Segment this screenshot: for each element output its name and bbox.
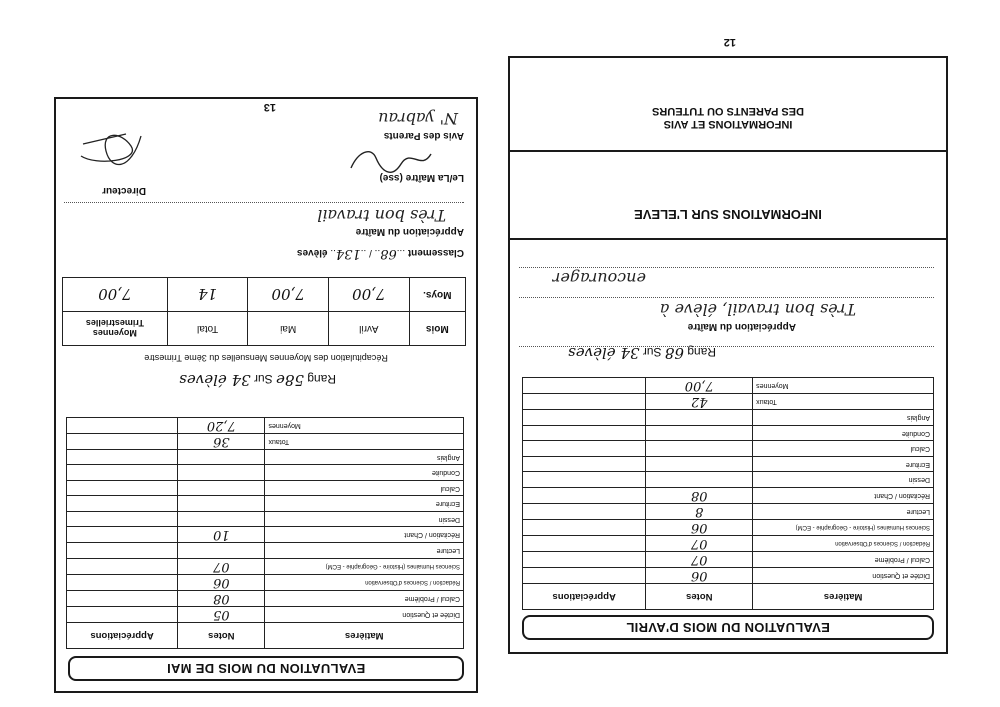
subject-name: Ecriture bbox=[265, 496, 464, 512]
appreciation-value-mai: Très bon travail bbox=[317, 206, 446, 225]
table-row bbox=[523, 472, 934, 488]
recap-table bbox=[62, 277, 466, 346]
subject-appreciation bbox=[67, 496, 178, 512]
subject-note bbox=[178, 481, 265, 497]
table-row bbox=[523, 457, 934, 473]
table-row bbox=[67, 512, 464, 528]
subject-appreciation bbox=[67, 481, 178, 497]
recap-value-avril: 7,00 bbox=[329, 278, 410, 312]
subject-note bbox=[178, 496, 265, 512]
classement-line: Classement ...68.. / ..134.. élèves bbox=[296, 246, 464, 261]
subject-name: Sciences Humaines (Histoire - Géographie - ECM) bbox=[265, 559, 464, 575]
recap-header-avril: Avril bbox=[329, 312, 410, 346]
subject-appreciation bbox=[67, 527, 178, 543]
recap-header-row bbox=[63, 312, 466, 346]
subject-appreciation bbox=[523, 472, 646, 488]
subject-note: 06 bbox=[646, 520, 753, 536]
page-title-mai: EVALUATION DU MOIS DE MAI bbox=[68, 656, 464, 681]
header-matieres: Matières bbox=[753, 584, 934, 610]
subject-name: Calcul / Problème bbox=[753, 552, 934, 568]
subject-note: 07 bbox=[178, 559, 265, 575]
header-appreciations: Appréciations bbox=[67, 623, 178, 649]
directeur-label: Directeur bbox=[102, 185, 146, 196]
subject-appreciation bbox=[67, 418, 178, 434]
page-title-avril: EVALUATION DU MOIS D'AVRIL bbox=[522, 615, 934, 640]
parents-label: Avis des Parents bbox=[383, 130, 464, 141]
appreciation-line1-avril: Très bon travail, élève à bbox=[659, 300, 856, 319]
subject-appreciation bbox=[67, 465, 178, 481]
subject-appreciation bbox=[523, 457, 646, 473]
table-row bbox=[67, 591, 464, 607]
rang-label: Rang bbox=[687, 345, 716, 359]
classement-value: 68 bbox=[380, 246, 397, 261]
appreciation-line2-avril: encourager bbox=[552, 269, 646, 288]
subject-name: Récitation / Chant bbox=[753, 488, 934, 504]
subject-note bbox=[178, 465, 265, 481]
sur-label: Sur bbox=[253, 372, 273, 386]
header-notes: Notes bbox=[646, 584, 753, 610]
table-row bbox=[67, 543, 464, 559]
recap-header-mois: Mois bbox=[409, 312, 465, 346]
recap-value-total: 14 bbox=[167, 278, 248, 312]
header-appreciations: Appréciations bbox=[523, 584, 646, 610]
subject-name: Anglais bbox=[753, 410, 934, 426]
recap-header-mai: Mai bbox=[248, 312, 329, 346]
directeur-signature bbox=[71, 126, 151, 176]
page-number-12: 12 bbox=[723, 36, 736, 48]
table-row bbox=[67, 607, 464, 623]
rang-dotline bbox=[519, 346, 934, 347]
subject-note bbox=[646, 472, 753, 488]
table-row bbox=[67, 575, 464, 591]
classement-total: 134 bbox=[335, 246, 361, 261]
subject-name: Récitation / Chant bbox=[265, 527, 464, 543]
subject-appreciation bbox=[67, 543, 178, 559]
table-row bbox=[523, 504, 934, 520]
subject-appreciation bbox=[523, 394, 646, 410]
subject-note: 05 bbox=[178, 607, 265, 623]
recap-values-row bbox=[63, 278, 466, 312]
table-row bbox=[523, 426, 934, 442]
grades-header-row bbox=[67, 623, 464, 649]
appreciation-dotline-2 bbox=[519, 267, 934, 268]
subject-name: Dictée et Question bbox=[265, 607, 464, 623]
header-notes: Notes bbox=[178, 623, 265, 649]
subject-name: Dessin bbox=[753, 472, 934, 488]
classement-suffix: élèves bbox=[296, 247, 328, 258]
subject-appreciation bbox=[67, 559, 178, 575]
subject-name: Dessin bbox=[265, 512, 464, 528]
parents-value: N' yabrau bbox=[378, 109, 458, 128]
subject-note bbox=[646, 426, 753, 442]
subject-appreciation bbox=[523, 426, 646, 442]
page-avril bbox=[508, 36, 948, 654]
grades-header-row bbox=[523, 584, 934, 610]
subject-appreciation bbox=[523, 520, 646, 536]
subject-name: Anglais bbox=[265, 450, 464, 466]
subject-note bbox=[178, 543, 265, 559]
subject-note: 08 bbox=[646, 488, 753, 504]
subject-note: 36 bbox=[178, 434, 265, 450]
recap-header-total: Total bbox=[167, 312, 248, 346]
subject-appreciation bbox=[67, 434, 178, 450]
subject-appreciation bbox=[523, 504, 646, 520]
maitre-signature bbox=[346, 146, 436, 176]
subject-note bbox=[646, 457, 753, 473]
subject-appreciation bbox=[67, 450, 178, 466]
sur-label: Sur bbox=[642, 345, 662, 359]
rang-label: Rang bbox=[307, 372, 336, 386]
subject-name: Moyennes bbox=[265, 418, 464, 434]
grades-body-avril bbox=[523, 378, 934, 584]
subject-name: Conduite bbox=[265, 465, 464, 481]
subject-appreciation bbox=[67, 512, 178, 528]
recap-value-moyenne: 7,00 bbox=[63, 278, 168, 312]
grades-table-avril bbox=[522, 378, 934, 611]
subject-appreciation bbox=[523, 552, 646, 568]
subject-appreciation bbox=[67, 607, 178, 623]
header-matieres: Matières bbox=[265, 623, 464, 649]
table-row bbox=[523, 378, 934, 394]
recap-title: Récapitulation des Moyennes Mensuelles du 3ème Trimestre bbox=[144, 353, 388, 363]
subject-name: Totaux bbox=[265, 434, 464, 450]
subject-name: Ecriture bbox=[753, 457, 934, 473]
appreciation-label-avril: Appréciation du Maître bbox=[687, 321, 796, 332]
table-row bbox=[67, 527, 464, 543]
table-row bbox=[67, 418, 464, 434]
maitre-label: Le/La Maître (sse) bbox=[379, 172, 464, 183]
subject-note: 07 bbox=[646, 552, 753, 568]
table-row bbox=[67, 496, 464, 512]
subject-note: 7,20 bbox=[178, 418, 265, 434]
subject-note: 10 bbox=[178, 527, 265, 543]
subject-note: 42 bbox=[646, 394, 753, 410]
table-row bbox=[523, 536, 934, 552]
table-row bbox=[67, 450, 464, 466]
appreciation-label-mai: Appréciation du Maître bbox=[355, 226, 464, 237]
eleves-value: 34 élèves bbox=[179, 371, 251, 389]
table-row bbox=[67, 481, 464, 497]
info-parents-title-line2: DES PARENTS OU TUTEURS bbox=[652, 105, 804, 117]
subject-name: Sciences Humaines (Histoire - Géographie - ECM) bbox=[753, 520, 934, 536]
table-row bbox=[523, 394, 934, 410]
table-row bbox=[523, 552, 934, 568]
eleves-value: 34 élèves bbox=[568, 344, 640, 362]
subject-name: Moyennes bbox=[753, 378, 934, 394]
grades-body-mai bbox=[67, 418, 464, 623]
subject-appreciation bbox=[67, 575, 178, 591]
subject-name: Totaux bbox=[753, 394, 934, 410]
subject-appreciation bbox=[523, 488, 646, 504]
subject-note: 07 bbox=[646, 536, 753, 552]
subject-name: Lecture bbox=[265, 543, 464, 559]
subject-appreciation bbox=[523, 441, 646, 457]
rang-line-mai bbox=[179, 371, 336, 389]
rang-value: 68 bbox=[664, 344, 684, 362]
subject-appreciation bbox=[523, 410, 646, 426]
table-row bbox=[67, 465, 464, 481]
subject-name: Calcul bbox=[753, 441, 934, 457]
subject-name: Lecture bbox=[753, 504, 934, 520]
info-parents-title-line1: INFORMATIONS ET AVIS bbox=[663, 118, 793, 130]
info-eleve-section bbox=[510, 152, 946, 240]
rang-value: 58e bbox=[276, 371, 304, 389]
page-number-13: 13 bbox=[263, 101, 276, 113]
table-row bbox=[523, 568, 934, 584]
table-row bbox=[67, 434, 464, 450]
info-parents-section bbox=[510, 58, 946, 152]
page-mai bbox=[54, 97, 478, 693]
subject-name: Rédaction / Sciences d'Observation bbox=[753, 536, 934, 552]
subject-appreciation bbox=[523, 568, 646, 584]
subject-note bbox=[646, 441, 753, 457]
appreciation-dotline-1 bbox=[519, 297, 934, 298]
subject-note: 8 bbox=[646, 504, 753, 520]
recap-value-mai: 7,00 bbox=[248, 278, 329, 312]
subject-name: Dictée et Question bbox=[753, 568, 934, 584]
subject-note: 08 bbox=[178, 591, 265, 607]
subject-note bbox=[178, 512, 265, 528]
subject-note bbox=[178, 450, 265, 466]
table-row bbox=[523, 520, 934, 536]
subject-name: Calcul / Problème bbox=[265, 591, 464, 607]
recap-row-label: Moys. bbox=[409, 278, 465, 312]
subject-note: 06 bbox=[178, 575, 265, 591]
subject-appreciation bbox=[67, 591, 178, 607]
appreciation-dotline bbox=[64, 202, 464, 203]
table-row bbox=[523, 410, 934, 426]
table-row bbox=[67, 559, 464, 575]
subject-appreciation bbox=[523, 378, 646, 394]
table-row bbox=[523, 488, 934, 504]
classement-label: Classement bbox=[407, 247, 464, 258]
grades-table-mai bbox=[66, 417, 464, 649]
subject-appreciation bbox=[523, 536, 646, 552]
subject-note bbox=[646, 410, 753, 426]
subject-name: Conduite bbox=[753, 426, 934, 442]
subject-note: 06 bbox=[646, 568, 753, 584]
subject-note: 7,00 bbox=[646, 378, 753, 394]
subject-name: Calcul bbox=[265, 481, 464, 497]
table-row bbox=[523, 441, 934, 457]
subject-name: Rédaction / Sciences d'Observation bbox=[265, 575, 464, 591]
recap-header-moyennes-trim: Moyennes Trimestrielles bbox=[63, 312, 168, 346]
info-eleve-title: INFORMATIONS SUR L'ELEVE bbox=[634, 207, 822, 222]
